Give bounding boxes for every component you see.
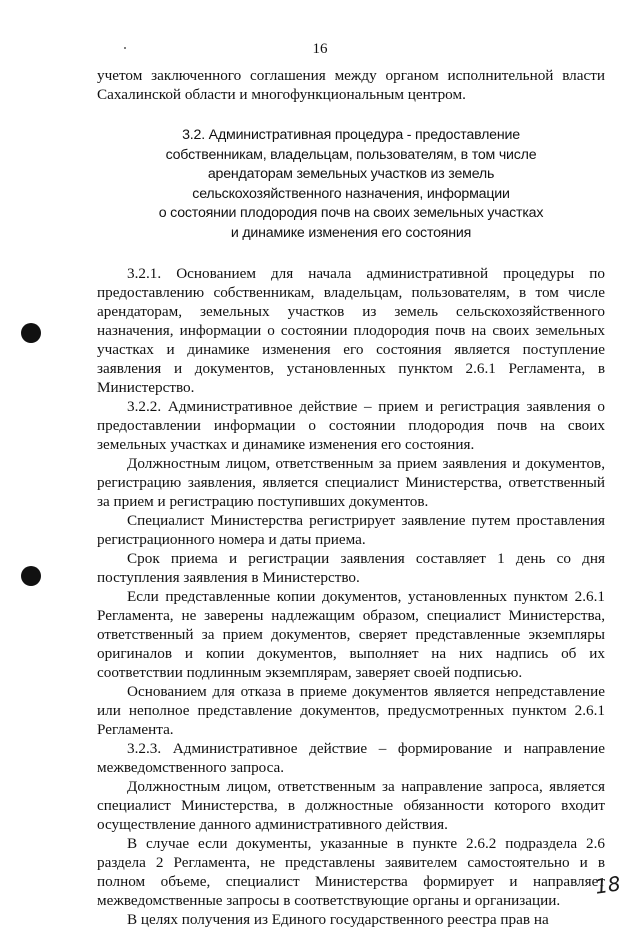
paragraph-3-2-3: 3.2.3. Административное действие – формирование и направление межведомственного запроса. [97,740,605,776]
scan-speck [124,47,126,49]
paragraph-registration-term: Срок приема и регистрации заявления составляет 1 день со дня поступления заявления в Министерство. [97,550,605,586]
page-number: 16 [312,41,328,57]
punch-hole [21,323,41,343]
punch-hole [21,566,41,586]
heading-line: собственникам, владельцам, пользователям, в том числе [165,146,537,163]
intro-paragraph: учетом заключенного соглашения между органом исполнительной власти Сахалинской области и многофункциональным центром. [97,67,605,103]
paragraph-3-2-1: 3.2.1. Основанием для начала административной процедуры по предоставлению собственникам, владельцам, пользователям, в том числе арендаторам, земельных участков из земель сельскохозяйственного назначения, информации о состоянии плодородия почв на своих земельных участках и динамике изменения его состояния является поступление заявления и документов, установленных пунктом 2.6.1 Регламента, в Министерство. [97,265,605,396]
heading-line: 3.2. Административная процедура - предоставление [182,127,520,143]
heading-line: о состоянии плодородия почв на своих земельных участках [158,205,544,221]
paragraph-refusal-grounds: Основанием для отказа в приеме документов является непредставление или неполное представление документов, предусмотренных пунктом 2.6.1 Регламента. [97,683,605,738]
paragraph-interagency-requests: В случае если документы, указанные в пункте 2.6.2 подраздела 2.6 раздела 2 Регламента, не представлены заявителем самостоятельно и в полном объеме, специалист Министерства формирует и направляет межведомственные запросы в соответствующие органы и организации. [97,835,605,909]
heading-line: сельскохозяйственного назначения, информации [192,185,510,202]
paragraph-registration: Специалист Министерства регистрирует заявление путем проставления регистрационного номера и даты приема. [97,512,605,548]
handwritten-sheet-number: 18 [593,871,622,899]
paragraph-registry: В целях получения из Единого государственного реестра прав на [127,911,549,928]
heading-line: и динамике изменения его состояния [230,224,472,241]
paragraph-copies-verification: Если представленные копии документов, установленных пунктом 2.6.1 Регламента, не заверены надлежащим образом, специалист Министерства, ответственный за прием документов, сверяет представленные экземпляры оригиналов и копии документов, выполняет на них надпись об их соответствии подлинным экземплярам, заверяет своей подписью. [97,588,605,681]
paragraph-responsible-request: Должностным лицом, ответственным за направление запроса, является специалист Министерства, в должностные обязанности которого входит осуществление данного административного действия. [97,778,605,833]
paragraph-responsible-reception: Должностным лицом, ответственным за прием заявления и документов, регистрацию заявления, является специалист Министерства, ответственный за прием и регистрацию поступивших документов. [97,455,605,510]
paragraph-3-2-2: 3.2.2. Административное действие – прием и регистрация заявления о предоставлении информации о состоянии плодородия почв на своих земельных участках и динамике изменения его состояния. [97,398,605,453]
heading-line: арендаторам земельных участков из земель [207,166,495,182]
section-heading [97,126,605,243]
document-body [97,66,605,929]
